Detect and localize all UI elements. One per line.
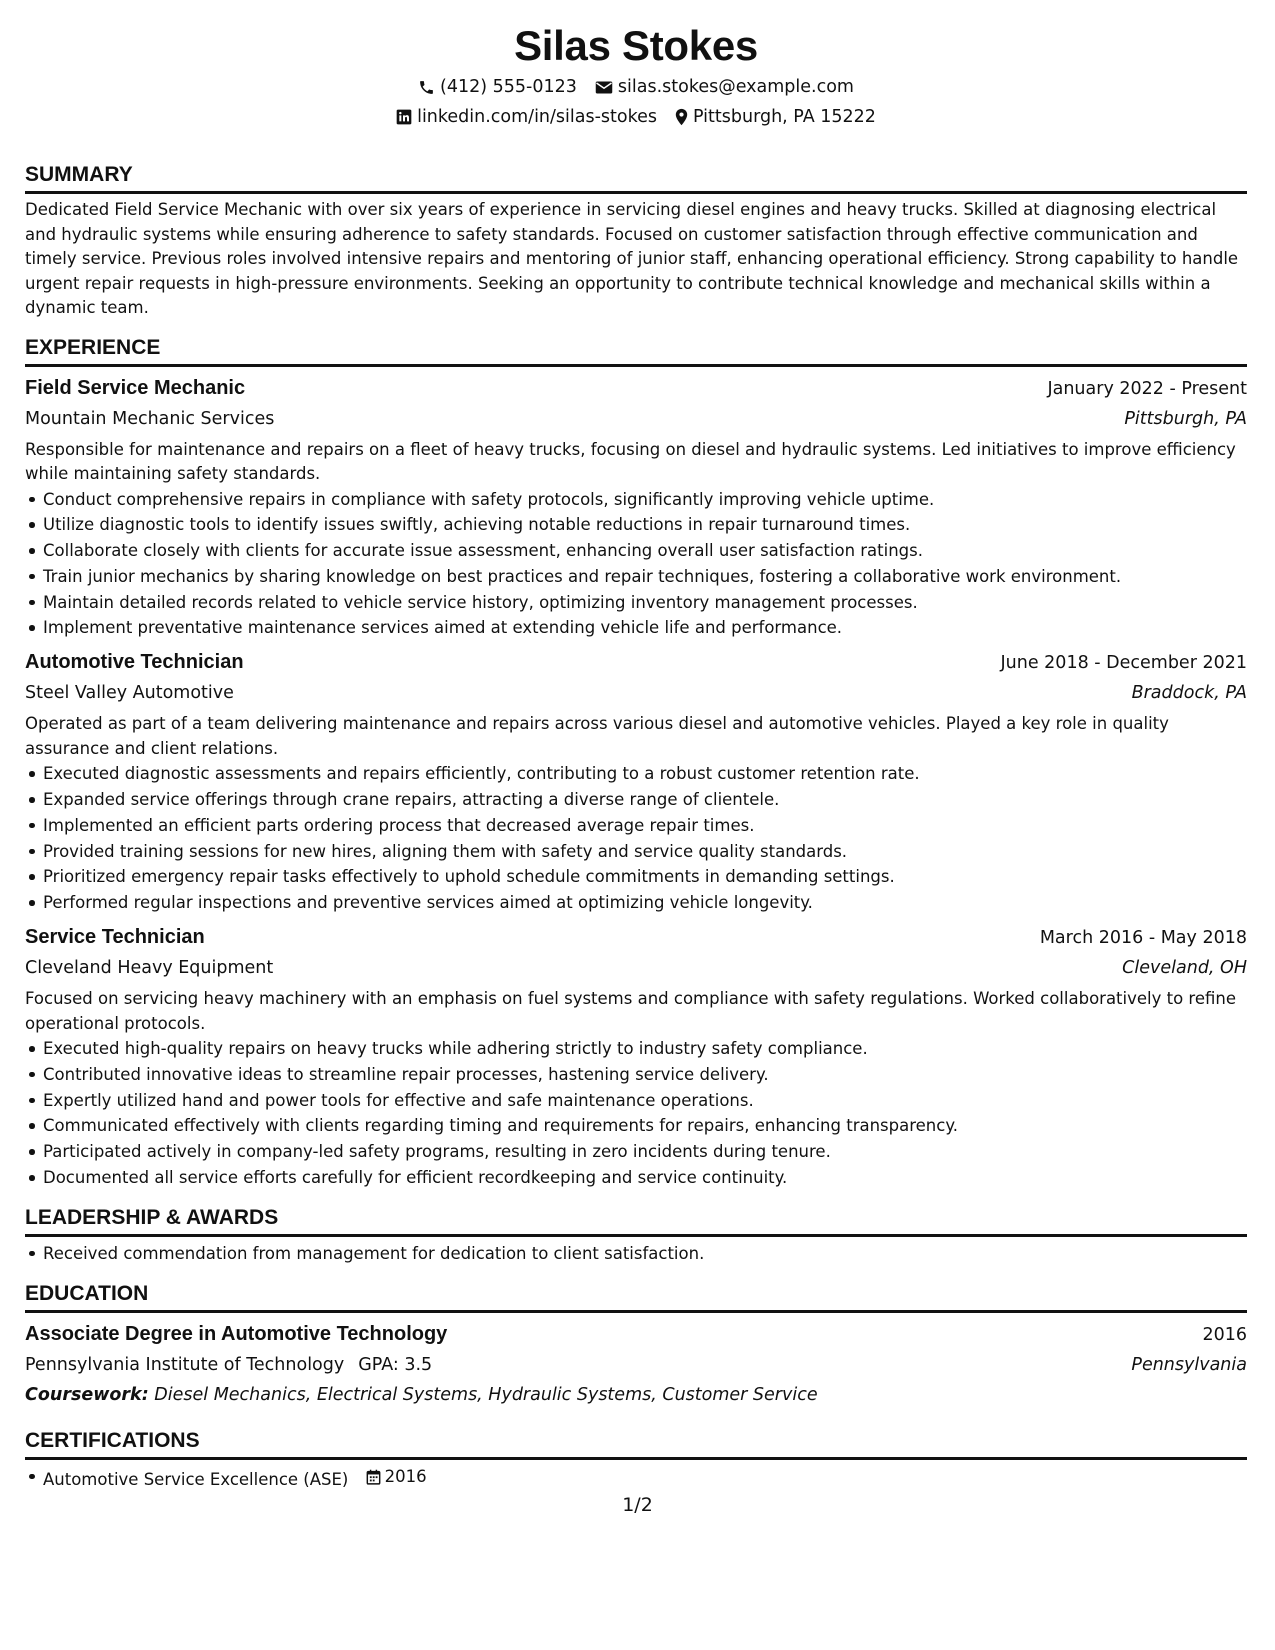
job-description: Operated as part of a team delivering maintenance and repairs across various diesel and automotive vehicles. Played a key role in quality assurance and client relations. bbox=[25, 714, 1169, 758]
list-item: Implemented an efficient parts ordering process that decreased average repair times. bbox=[25, 813, 1247, 839]
phone-text[interactable]: (412) 555-0123 bbox=[440, 77, 577, 97]
list-item: Utilize diagnostic tools to identify issues swiftly, achieving notable reductions in repair turnaround times. bbox=[25, 512, 1247, 538]
list-item: Train junior mechanics by sharing knowledge on best practices and repair techniques, fostering a collaborative work environment. bbox=[25, 564, 1247, 590]
graduation-year: 2016 bbox=[1202, 1324, 1247, 1345]
list-item: Prioritized emergency repair tasks effectively to uphold schedule commitments in demanding settings. bbox=[25, 864, 1247, 890]
map-pin-icon bbox=[675, 108, 688, 126]
summary-section bbox=[25, 162, 1247, 321]
list-item: Expertly utilized hand and power tools for effective and safe maintenance operations. bbox=[25, 1088, 1247, 1114]
job-dates: January 2022 - Present bbox=[1047, 378, 1247, 399]
section-title-leadership: LEADERSHIP & AWARDS bbox=[25, 1205, 1247, 1237]
linkedin-link[interactable]: linkedin.com/in/silas-stokes bbox=[417, 107, 657, 127]
section-title-certifications: CERTIFICATIONS bbox=[25, 1428, 1247, 1460]
education-section bbox=[25, 1281, 1247, 1410]
job-title: Field Service Mechanic bbox=[25, 376, 246, 399]
contact-linkedin bbox=[396, 102, 657, 132]
section-title-summary: SUMMARY bbox=[25, 162, 1247, 194]
coursework-text: Diesel Mechanics, Electrical Systems, Hydraulic Systems, Customer Service bbox=[154, 1384, 818, 1405]
certification-year: 2016 bbox=[384, 1466, 427, 1486]
contact-line-secondary bbox=[25, 102, 1247, 132]
list-item: Participated actively in company-led safety programs, resulting in zero incidents during tenure. bbox=[25, 1139, 1247, 1165]
resume-page bbox=[25, 20, 1247, 1492]
calendar-icon bbox=[366, 1469, 381, 1485]
linkedin-icon bbox=[396, 109, 412, 125]
location-text: Pittsburgh, PA 15222 bbox=[693, 107, 876, 127]
job-description: Focused on servicing heavy machinery with an emphasis on fuel systems and compliance with safety regulations. Worked collaboratively to refine operational protocols. bbox=[25, 989, 1237, 1033]
list-item: Implement preventative maintenance services aimed at extending vehicle life and performance. bbox=[25, 615, 1247, 641]
list-item: Executed high-quality repairs on heavy trucks while adhering strictly to industry safety compliance. bbox=[25, 1036, 1247, 1062]
list-item: Collaborate closely with clients for accurate issue assessment, enhancing overall user satisfaction ratings. bbox=[25, 538, 1247, 564]
section-title-experience: EXPERIENCE bbox=[25, 335, 1247, 367]
job-entry bbox=[25, 922, 1247, 1191]
certifications-section bbox=[25, 1428, 1247, 1493]
coursework-label: Coursework: bbox=[25, 1384, 149, 1405]
candidate-name: Silas Stokes bbox=[514, 22, 758, 69]
list-item: Maintain detailed records related to vehicle service history, optimizing inventory management processes. bbox=[25, 590, 1247, 616]
coursework-line bbox=[25, 1380, 1247, 1410]
job-location: Cleveland, OH bbox=[1122, 958, 1247, 979]
list-item: Executed diagnostic assessments and repairs efficiently, contributing to a robust customer retention rate. bbox=[25, 761, 1247, 787]
list-item: Expanded service offerings through crane repairs, attracting a diverse range of clientele. bbox=[25, 787, 1247, 813]
contact-line-primary bbox=[25, 72, 1247, 102]
list-item: Performed regular inspections and preventive services aimed at optimizing vehicle longevity. bbox=[25, 890, 1247, 916]
list-item: Received commendation from management for dedication to client satisfaction. bbox=[25, 1241, 1247, 1267]
job-entry bbox=[25, 373, 1247, 642]
experience-section bbox=[25, 335, 1247, 1191]
job-title: Automotive Technician bbox=[25, 651, 244, 674]
list-item: Documented all service efforts carefully for efficient recordkeeping and service continuity. bbox=[25, 1165, 1247, 1191]
phone-icon bbox=[418, 79, 435, 96]
job-company: Steel Valley Automotive bbox=[25, 683, 234, 704]
school-name: Pennsylvania Institute of Technology bbox=[25, 1354, 345, 1375]
email-link[interactable]: silas.stokes@example.com bbox=[617, 77, 854, 97]
contact-email bbox=[595, 72, 854, 102]
gpa-text: GPA: 3.5 bbox=[358, 1354, 433, 1375]
job-bullets bbox=[25, 487, 1247, 642]
certifications-list bbox=[25, 1464, 1247, 1493]
list-item bbox=[25, 1464, 1247, 1493]
degree-title: Associate Degree in Automotive Technology bbox=[25, 1322, 448, 1345]
job-dates: June 2018 - December 2021 bbox=[1000, 653, 1247, 674]
certification-name: Automotive Service Excellence (ASE) bbox=[43, 1469, 349, 1489]
job-company: Cleveland Heavy Equipment bbox=[25, 958, 274, 979]
contact-phone bbox=[418, 72, 577, 102]
education-entry bbox=[25, 1319, 1247, 1410]
school-line bbox=[25, 1350, 432, 1380]
list-item: Contributed innovative ideas to streamline repair processes, hastening service delivery. bbox=[25, 1062, 1247, 1088]
envelope-icon bbox=[595, 80, 613, 95]
summary-text: Dedicated Field Service Mechanic with over six years of experience in servicing diesel engines and heavy trucks. Skilled at diagnosing electrical and hydraulic systems while ensuring adherence to safety standards. Focused on customer satisfaction through effective communication and timely service. Previous roles involved intensive repairs and mentoring of junior staff, enhancing operational efficiency. Strong capability to handle urgent repair requests in high-pressure environments. Seeking an opportunity to contribute technical knowledge and mechanical skills within a dynamic team. bbox=[25, 200, 1239, 317]
job-description: Responsible for maintenance and repairs on a fleet of heavy trucks, focusing on diesel and hydraulic systems. Led initiatives to improve efficiency while maintaining safety standards. bbox=[25, 439, 1236, 483]
job-title: Service Technician bbox=[25, 926, 205, 949]
job-location: Braddock, PA bbox=[1131, 683, 1247, 704]
job-bullets bbox=[25, 1036, 1247, 1191]
page-number: 1/2 bbox=[622, 1494, 653, 1516]
contact-location bbox=[675, 102, 876, 132]
job-dates: March 2016 - May 2018 bbox=[1039, 928, 1247, 949]
certification-date bbox=[366, 1464, 427, 1490]
list-item: Conduct comprehensive repairs in compliance with safety protocols, significantly improving vehicle uptime. bbox=[25, 487, 1247, 513]
section-title-education: EDUCATION bbox=[25, 1281, 1247, 1313]
list-item: Communicated effectively with clients regarding timing and requirements for repairs, enhancing transparency. bbox=[25, 1113, 1247, 1139]
school-location: Pennsylvania bbox=[1131, 1354, 1247, 1375]
job-company: Mountain Mechanic Services bbox=[25, 408, 275, 429]
job-entry bbox=[25, 647, 1247, 916]
job-bullets bbox=[25, 761, 1247, 916]
job-location: Pittsburgh, PA bbox=[1124, 408, 1247, 429]
leadership-section bbox=[25, 1205, 1247, 1267]
list-item: Provided training sessions for new hires, aligning them with safety and service quality standards. bbox=[25, 839, 1247, 865]
leadership-list bbox=[25, 1241, 1247, 1267]
